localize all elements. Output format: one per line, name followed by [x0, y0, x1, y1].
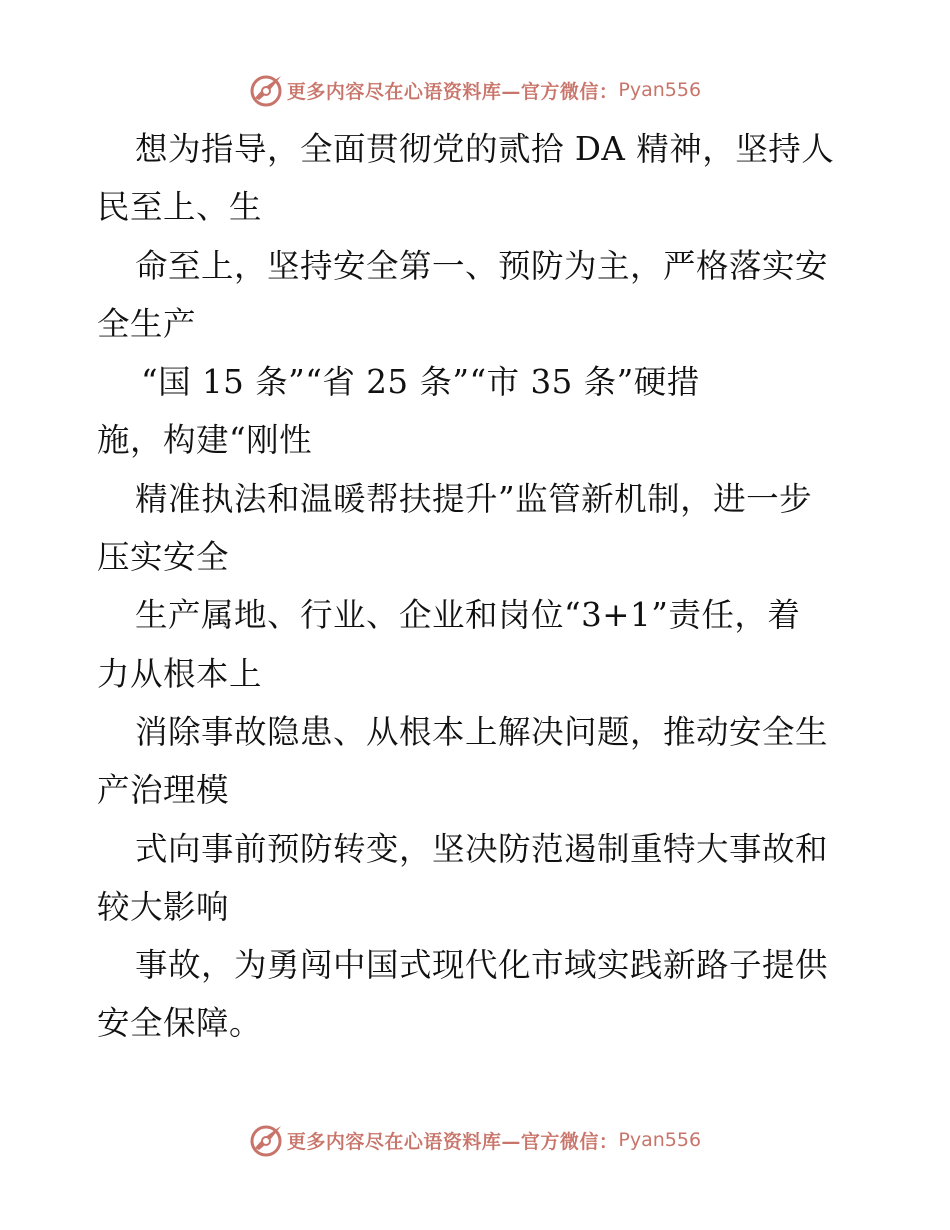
text-line: 安全保障。	[97, 1004, 263, 1043]
text-line: 精准执法和温暖帮扶提升”监管新机制，进一步	[135, 479, 813, 518]
text-line: 民至上、生	[97, 188, 263, 227]
quill-logo-icon	[249, 1122, 285, 1158]
quill-logo-icon	[249, 72, 285, 108]
watermark-text: 更多内容尽在心语资料库—官方微信：	[286, 1130, 619, 1153]
text-line: 消除事故隐患、从根本上解决问题，推动安全生	[135, 712, 829, 751]
text-line: 产治理模	[97, 771, 230, 810]
text-line: 命至上，坚持安全第一、预防为主，严格落实安	[135, 246, 829, 285]
text-line: 想为指导，全面贯彻党的贰拾 DA 精神，坚持人	[135, 130, 835, 168]
text-line: 式向事前预防转变，坚决防范遏制重特大事故和	[135, 829, 829, 868]
watermark-text: 更多内容尽在心语资料库—官方微信：	[286, 80, 619, 103]
text-line: 较大影响	[97, 887, 230, 926]
text-line: 全生产	[97, 304, 197, 343]
watermark-wechat-id: Pyan556	[618, 1129, 702, 1151]
text-line: 力从根本上	[97, 654, 263, 693]
text-line: 事故，为勇闯中国式现代化市域实践新路子提供	[135, 946, 829, 985]
footer-watermark	[0, 1120, 950, 1160]
header-watermark	[0, 70, 950, 110]
text-line: 生产属地、行业、企业和岗位“3+1”责任，着	[135, 596, 801, 635]
text-line: “国 15 条”“省 25 条”“市 35 条”硬措	[141, 363, 700, 402]
text-line: 压实安全	[97, 538, 230, 577]
document-body	[97, 120, 857, 1053]
watermark-wechat-id: Pyan556	[618, 79, 702, 101]
text-line: 施，构建“刚性	[97, 421, 313, 460]
